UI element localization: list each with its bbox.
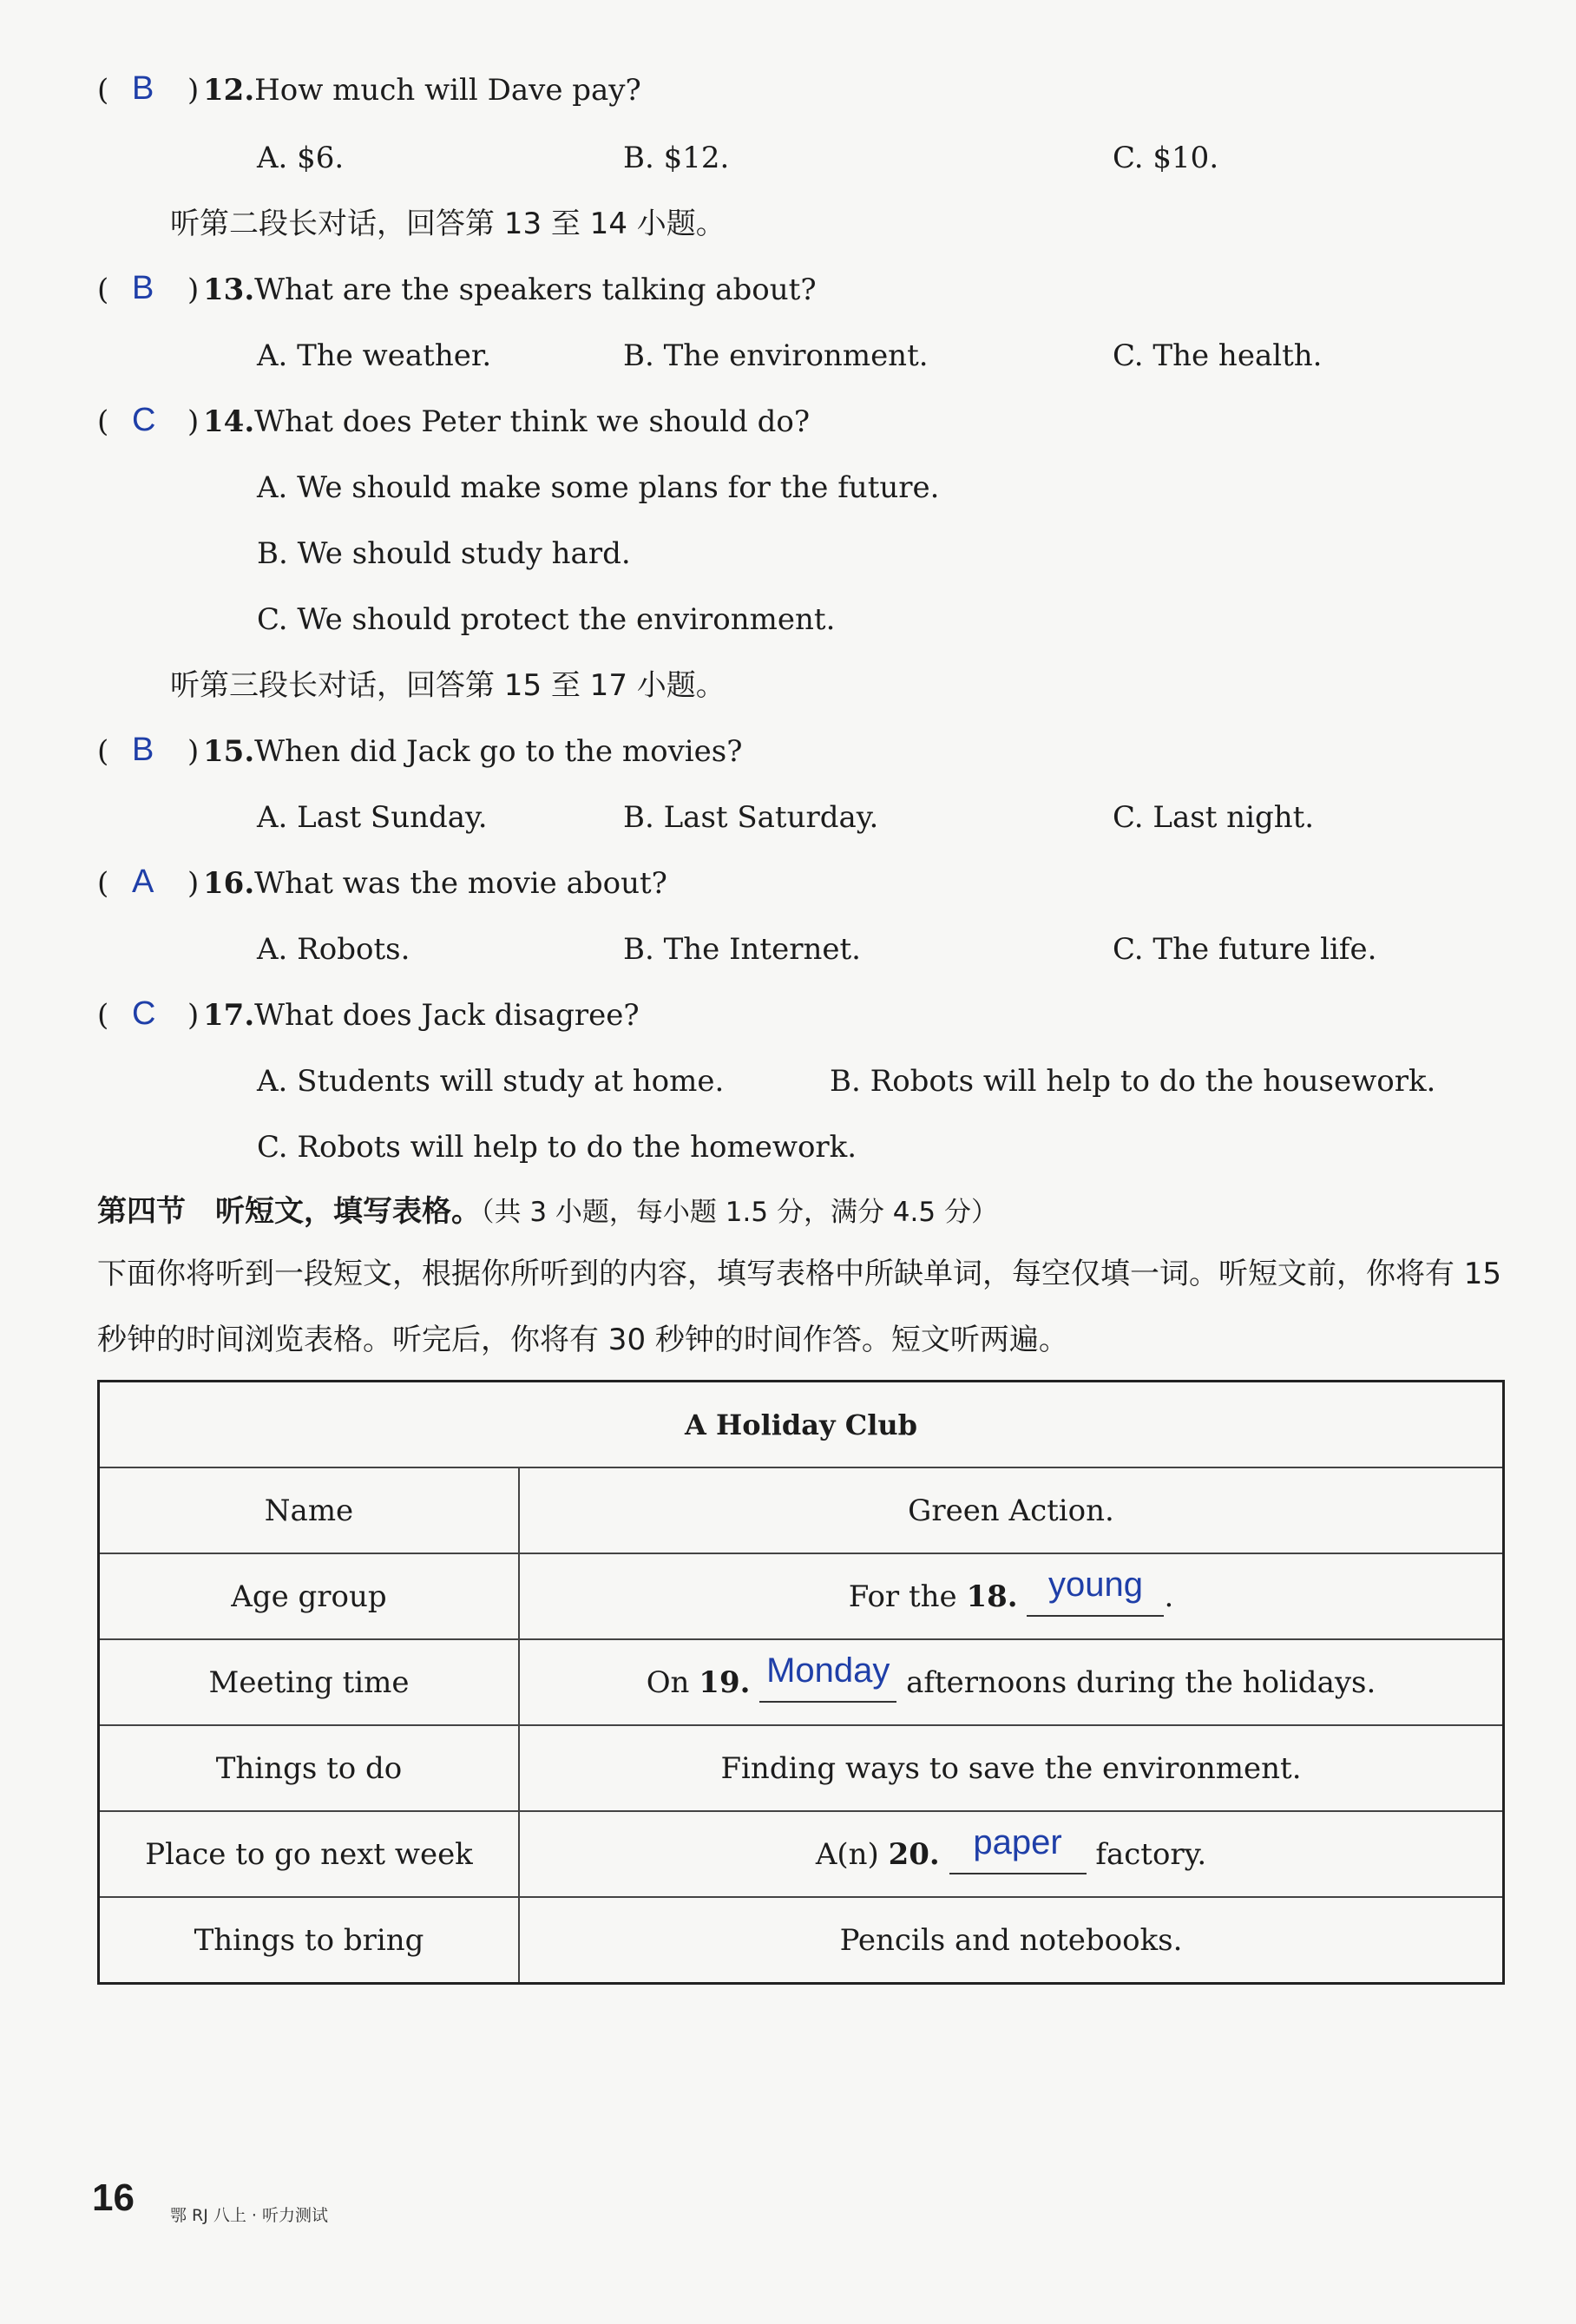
filled-answer-18: young <box>1047 1566 1143 1604</box>
question-15: 15.When did Jack go to the movies? <box>203 734 743 769</box>
blank-19[interactable] <box>759 1651 896 1703</box>
answer-mark: C <box>132 995 156 1032</box>
answer-paren: ( <box>97 404 109 439</box>
answer-mark: B <box>132 270 154 306</box>
table-row <box>99 1811 1504 1897</box>
answer-paren: ( <box>97 998 109 1033</box>
blank-20[interactable] <box>949 1823 1087 1874</box>
option: C. The health. <box>1113 338 1323 373</box>
row-value: Pencils and notebooks. <box>519 1897 1504 1984</box>
filled-answer-19: Monday <box>766 1651 890 1690</box>
answer-paren: ) <box>187 998 200 1033</box>
row-label: Things to do <box>99 1725 520 1811</box>
table-row <box>99 1897 1504 1984</box>
option: C. We should protect the environment. <box>257 602 836 637</box>
option: B. The Internet. <box>623 932 861 967</box>
option: A. Robots. <box>257 932 410 967</box>
row-label: Name <box>99 1467 520 1553</box>
table-title-row <box>99 1382 1504 1468</box>
answer-mark: B <box>132 70 154 107</box>
section-4-instructions: 下面你将听到一段短文，根据你所听到的内容，填写表格中所缺单词，每空仅填一词。听短文前，你将有 15 秒钟的时间浏览表格。听完后，你将有 30 秒钟的时间作答。短文听两遍。 <box>97 1257 1502 1357</box>
option: A. Students will study at home. <box>257 1064 725 1099</box>
answer-paren: ) <box>187 73 200 108</box>
answer-mark: A <box>132 863 154 900</box>
row-label: Age group <box>99 1553 520 1639</box>
answer-paren: ( <box>97 73 109 108</box>
answer-paren: ) <box>187 734 200 769</box>
question-12: 12.How much will Dave pay? <box>203 73 641 108</box>
row-value: A(n) 20. paper factory. <box>519 1811 1504 1897</box>
option: B. The environment. <box>623 338 929 373</box>
instruction-dialogue-2: 听第二段长对话，回答第 13 至 14 小题。 <box>170 207 726 241</box>
row-value: Finding ways to save the environment. <box>519 1725 1504 1811</box>
answer-paren: ) <box>187 272 200 307</box>
row-value: For the 18. young . <box>519 1553 1504 1639</box>
table-row <box>99 1553 1504 1639</box>
footer-text: 鄂 RJ 八上 · 听力测试 <box>170 2206 329 2225</box>
option: B. $12. <box>623 141 730 175</box>
page-number: 16 <box>92 2176 135 2219</box>
question-16: 16.What was the movie about? <box>203 866 667 901</box>
option: C. The future life. <box>1113 932 1377 967</box>
filled-answer-20: paper <box>973 1823 1062 1861</box>
option: A. We should make some plans for the future. <box>257 470 940 505</box>
option: A. The weather. <box>257 338 492 373</box>
question-13: 13.What are the speakers talking about? <box>203 272 817 307</box>
option: C. Robots will help to do the homework. <box>257 1130 857 1165</box>
option: B. Last Saturday. <box>623 800 879 835</box>
table-title: A Holiday Club <box>99 1382 1504 1468</box>
row-value: On 19. Monday afternoons during the holidays. <box>519 1639 1504 1725</box>
row-label: Things to bring <box>99 1897 520 1984</box>
row-label: Place to go next week <box>99 1811 520 1897</box>
option: B. Robots will help to do the housework. <box>830 1064 1436 1099</box>
blank-18[interactable] <box>1027 1566 1164 1617</box>
option: A. Last Sunday. <box>257 800 488 835</box>
table-row <box>99 1725 1504 1811</box>
holiday-club-table <box>97 1380 1505 1985</box>
question-14: 14.What does Peter think we should do? <box>203 404 811 439</box>
table-row <box>99 1639 1504 1725</box>
instruction-dialogue-3: 听第三段长对话，回答第 15 至 17 小题。 <box>170 668 726 703</box>
section-4-heading: 第四节 听短文，填写表格。（共 3 小题，每小题 1.5 分，满分 4.5 分） <box>97 1194 998 1229</box>
answer-paren: ( <box>97 734 109 769</box>
table-row <box>99 1467 1504 1553</box>
answer-paren: ( <box>97 272 109 307</box>
answer-mark: C <box>132 402 156 438</box>
answer-mark: B <box>132 732 154 768</box>
row-label: Meeting time <box>99 1639 520 1725</box>
row-value: Green Action. <box>519 1467 1504 1553</box>
option: C. $10. <box>1113 141 1219 175</box>
option: C. Last night. <box>1113 800 1315 835</box>
answer-paren: ( <box>97 866 109 901</box>
answer-paren: ) <box>187 404 200 439</box>
answer-paren: ) <box>187 866 200 901</box>
option: A. $6. <box>257 141 345 175</box>
option: B. We should study hard. <box>257 536 631 571</box>
question-17: 17.What does Jack disagree? <box>203 998 640 1033</box>
